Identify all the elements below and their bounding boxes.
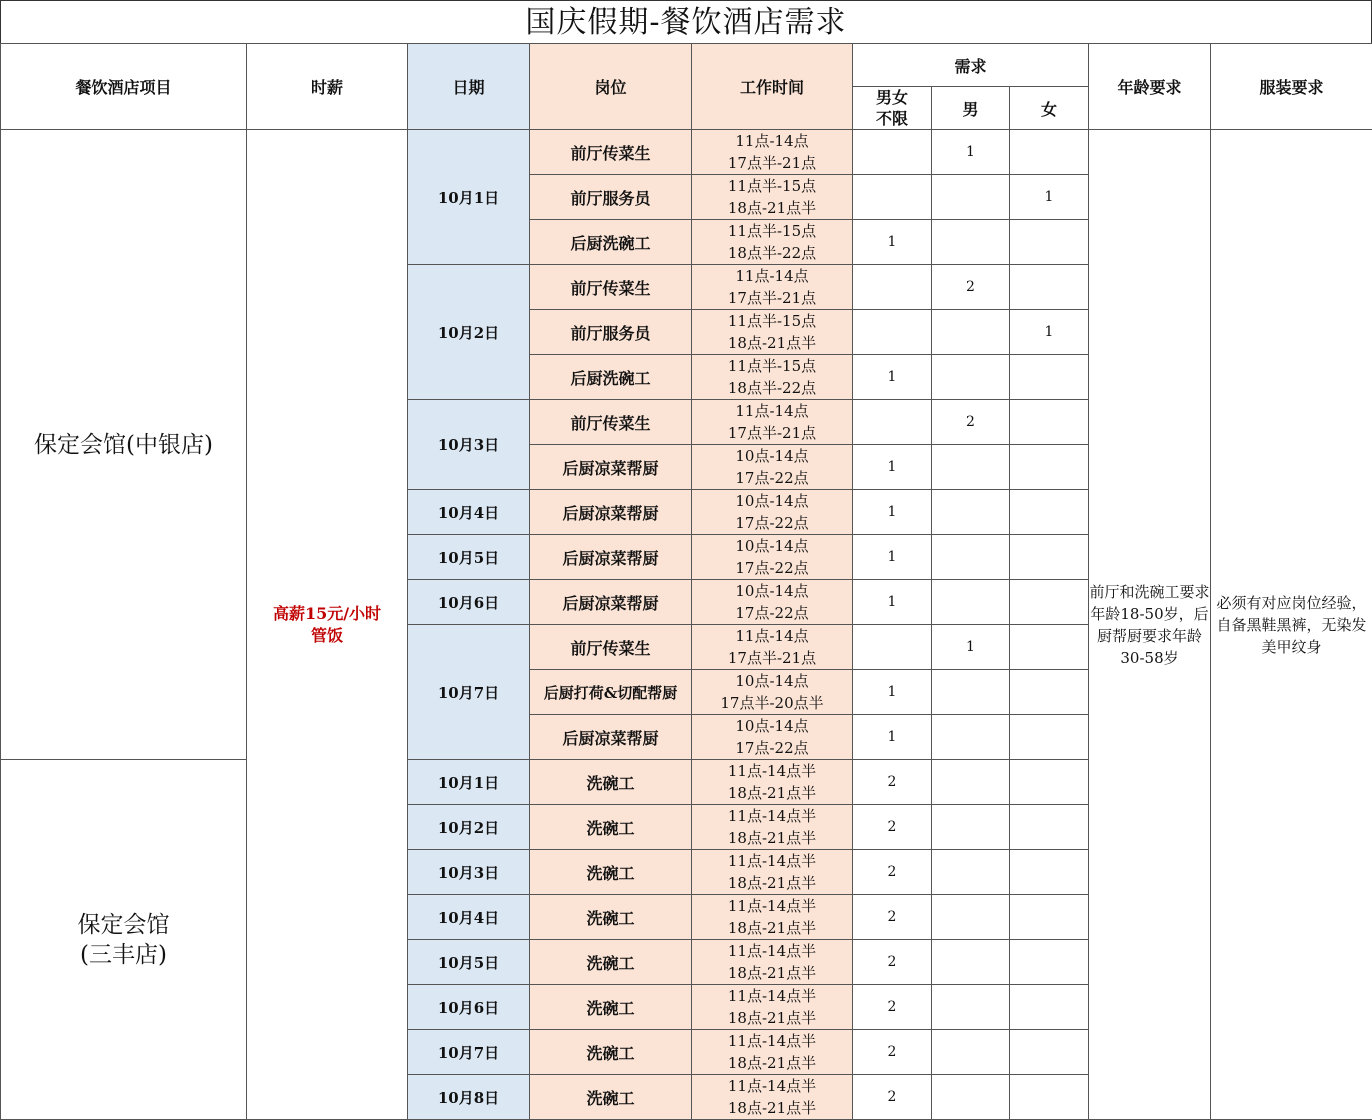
demand-male-count: [932, 715, 1010, 760]
work-time-cell: [692, 175, 853, 220]
date-cell: 10月3日: [408, 400, 530, 490]
demand-any-count: 1: [853, 445, 932, 490]
work-time-line: 11点-14点半: [692, 1075, 852, 1097]
demand-any-count: [853, 175, 932, 220]
date-cell: 10月8日: [408, 1075, 530, 1120]
demand-male-count: [932, 310, 1010, 355]
work-time-cell: [692, 580, 853, 625]
work-time-line: 17点-22点: [692, 602, 852, 624]
work-time-line: 11点-14点半: [692, 895, 852, 917]
demand-male-count: [932, 1075, 1010, 1120]
header-any-gender-line2: 不限: [853, 108, 931, 129]
demand-female-count: [1010, 850, 1089, 895]
demand-any-count: [853, 265, 932, 310]
demand-male-count: [932, 670, 1010, 715]
demand-male-count: [932, 940, 1010, 985]
work-time-line: 17点半-21点: [692, 647, 852, 669]
header-dress: 服装要求: [1211, 44, 1372, 130]
table-row: [1, 130, 1372, 175]
demand-female-count: [1010, 400, 1089, 445]
demand-any-count: 1: [853, 580, 932, 625]
position-cell: 后厨打荷&切配帮厨: [530, 670, 692, 715]
date-cell: 10月5日: [408, 535, 530, 580]
work-time-cell: [692, 130, 853, 175]
position-cell: 洗碗工: [530, 985, 692, 1030]
demand-male-count: [932, 850, 1010, 895]
position-cell: 洗碗工: [530, 805, 692, 850]
work-time-line: 18点-21点半: [692, 197, 852, 219]
position-cell: 后厨洗碗工: [530, 220, 692, 265]
demand-any-count: [853, 130, 932, 175]
work-time-line: 17点-22点: [692, 467, 852, 489]
work-time-line: 10点-14点: [692, 490, 852, 512]
demand-female-count: [1010, 895, 1089, 940]
demand-any-count: 1: [853, 715, 932, 760]
position-cell: 洗碗工: [530, 940, 692, 985]
store-name: 保定会馆(中银店): [1, 130, 247, 760]
work-time-line: 18点-21点半: [692, 782, 852, 804]
demand-female-count: [1010, 985, 1089, 1030]
demand-female-count: [1010, 1075, 1089, 1120]
demand-female-count: [1010, 940, 1089, 985]
work-time-line: 18点-21点半: [692, 1052, 852, 1074]
position-cell: 后厨凉菜帮厨: [530, 490, 692, 535]
demand-male-count: 2: [932, 265, 1010, 310]
work-time-line: 10点-14点: [692, 535, 852, 557]
work-time-line: 18点-21点半: [692, 332, 852, 354]
date-cell: 10月4日: [408, 895, 530, 940]
work-time-line: 11点-14点半: [692, 1030, 852, 1052]
demand-female-count: [1010, 490, 1089, 535]
position-cell: 后厨凉菜帮厨: [530, 580, 692, 625]
demand-female-count: [1010, 535, 1089, 580]
work-time-cell: [692, 850, 853, 895]
demand-any-count: 2: [853, 850, 932, 895]
work-time-cell: [692, 670, 853, 715]
work-time-cell: [692, 760, 853, 805]
demand-any-count: 2: [853, 1030, 932, 1075]
position-cell: 洗碗工: [530, 850, 692, 895]
demand-any-count: 1: [853, 535, 932, 580]
demand-male-count: 2: [932, 400, 1010, 445]
demand-female-count: [1010, 265, 1089, 310]
work-time-line: 18点-21点半: [692, 1007, 852, 1029]
work-time-cell: [692, 265, 853, 310]
work-time-cell: [692, 805, 853, 850]
work-time-line: 10点-14点: [692, 445, 852, 467]
work-time-cell: [692, 895, 853, 940]
work-time-cell: [692, 625, 853, 670]
header-wage: 时薪: [247, 44, 408, 130]
demand-male-count: [932, 985, 1010, 1030]
hourly-wage: [247, 130, 408, 1120]
work-time-cell: [692, 985, 853, 1030]
date-cell: 10月1日: [408, 130, 530, 265]
demand-male-count: [932, 895, 1010, 940]
work-time-line: 11点-14点半: [692, 940, 852, 962]
demand-female-count: 1: [1010, 310, 1089, 355]
header-age: 年龄要求: [1089, 44, 1211, 130]
work-time-line: 17点-22点: [692, 737, 852, 759]
header-work-time: 工作时间: [692, 44, 853, 130]
work-time-line: 18点半-22点: [692, 242, 852, 264]
demand-male-count: [932, 805, 1010, 850]
work-time-cell: [692, 940, 853, 985]
demand-male-count: 1: [932, 625, 1010, 670]
position-cell: 后厨凉菜帮厨: [530, 535, 692, 580]
work-time-line: 11点半-15点: [692, 220, 852, 242]
demand-female-count: 1: [1010, 175, 1089, 220]
demand-female-count: [1010, 220, 1089, 265]
demand-any-count: 2: [853, 805, 932, 850]
demand-male-count: [932, 445, 1010, 490]
date-cell: 10月7日: [408, 625, 530, 760]
date-cell: 10月2日: [408, 265, 530, 400]
demand-female-count: [1010, 715, 1089, 760]
work-time-line: 18点半-22点: [692, 377, 852, 399]
demand-male-count: 1: [932, 130, 1010, 175]
demand-any-count: 2: [853, 760, 932, 805]
position-cell: 前厅传菜生: [530, 130, 692, 175]
work-time-line: 18点-21点半: [692, 962, 852, 984]
position-cell: 前厅传菜生: [530, 400, 692, 445]
work-time-cell: [692, 445, 853, 490]
work-time-line: 10点-14点: [692, 670, 852, 692]
demand-male-count: [932, 175, 1010, 220]
position-cell: 前厅传菜生: [530, 625, 692, 670]
work-time-line: 17点半-21点: [692, 152, 852, 174]
demand-male-count: [932, 535, 1010, 580]
demand-male-count: [932, 220, 1010, 265]
work-time-cell: [692, 715, 853, 760]
dress-requirement: 必须有对应岗位经验，自备黑鞋黑裤，无染发美甲纹身: [1211, 130, 1372, 1120]
work-time-line: 18点-21点半: [692, 827, 852, 849]
work-time-line: 11点半-15点: [692, 175, 852, 197]
demand-any-count: 2: [853, 1075, 932, 1120]
work-time-line: 17点半-20点半: [692, 692, 852, 714]
work-time-line: 10点-14点: [692, 580, 852, 602]
header-demand: 需求: [853, 44, 1089, 87]
work-time-line: 17点-22点: [692, 557, 852, 579]
header-position: 岗位: [530, 44, 692, 130]
work-time-line: 11点-14点半: [692, 805, 852, 827]
position-cell: 前厅服务员: [530, 175, 692, 220]
age-requirement: 前厅和洗碗工要求年龄18-50岁，后厨帮厨要求年龄30-58岁: [1089, 130, 1211, 1120]
work-time-line: 11点-14点: [692, 625, 852, 647]
demand-any-count: 1: [853, 220, 932, 265]
work-time-line: 11点-14点半: [692, 850, 852, 872]
demand-female-count: [1010, 445, 1089, 490]
date-cell: 10月6日: [408, 985, 530, 1030]
position-cell: 后厨洗碗工: [530, 355, 692, 400]
demand-male-count: [932, 760, 1010, 805]
demand-male-count: [932, 580, 1010, 625]
demand-female-count: [1010, 760, 1089, 805]
header-any-gender: [853, 87, 932, 130]
date-cell: 10月6日: [408, 580, 530, 625]
demand-any-count: 1: [853, 670, 932, 715]
work-time-line: 11点-14点: [692, 265, 852, 287]
page-title: 国庆假期-餐饮酒店需求: [0, 0, 1372, 44]
position-cell: 前厅传菜生: [530, 265, 692, 310]
work-time-cell: [692, 1075, 853, 1120]
demand-any-count: 1: [853, 490, 932, 535]
demand-any-count: [853, 625, 932, 670]
demand-any-count: [853, 400, 932, 445]
work-time-line: 10点-14点: [692, 715, 852, 737]
date-cell: 10月7日: [408, 1030, 530, 1075]
header-any-gender-line1: 男女: [853, 87, 931, 108]
demand-female-count: [1010, 355, 1089, 400]
work-time-cell: [692, 355, 853, 400]
work-time-line: 17点半-21点: [692, 287, 852, 309]
work-time-line: 11点-14点半: [692, 985, 852, 1007]
position-cell: 洗碗工: [530, 1075, 692, 1120]
demand-male-count: [932, 355, 1010, 400]
header-male: 男: [932, 87, 1010, 130]
work-time-line: 18点-21点半: [692, 872, 852, 894]
wage-line: 管饭: [247, 625, 407, 647]
position-cell: 后厨凉菜帮厨: [530, 445, 692, 490]
demand-female-count: [1010, 1030, 1089, 1075]
store-name: 保定会馆 (三丰店): [1, 760, 247, 1120]
demand-female-count: [1010, 625, 1089, 670]
work-time-cell: [692, 535, 853, 580]
position-cell: 后厨凉菜帮厨: [530, 715, 692, 760]
work-time-line: 18点-21点半: [692, 1097, 852, 1119]
demand-any-count: 2: [853, 985, 932, 1030]
date-cell: 10月2日: [408, 805, 530, 850]
date-cell: 10月1日: [408, 760, 530, 805]
work-time-cell: [692, 220, 853, 265]
position-cell: 洗碗工: [530, 760, 692, 805]
work-time-cell: [692, 1030, 853, 1075]
demand-any-count: 2: [853, 895, 932, 940]
work-time-cell: [692, 400, 853, 445]
header-female: 女: [1010, 87, 1089, 130]
work-time-line: 11点-14点: [692, 130, 852, 152]
position-cell: 前厅服务员: [530, 310, 692, 355]
work-time-cell: [692, 490, 853, 535]
work-time-line: 17点-22点: [692, 512, 852, 534]
date-cell: 10月5日: [408, 940, 530, 985]
demand-female-count: [1010, 670, 1089, 715]
position-cell: 洗碗工: [530, 1030, 692, 1075]
work-time-line: 18点-21点半: [692, 917, 852, 939]
demand-female-count: [1010, 805, 1089, 850]
work-time-line: 11点半-15点: [692, 355, 852, 377]
demand-male-count: [932, 1030, 1010, 1075]
demand-any-count: 1: [853, 355, 932, 400]
header-date: 日期: [408, 44, 530, 130]
demand-female-count: [1010, 130, 1089, 175]
wage-line: 高薪15元/小时: [247, 603, 407, 625]
work-time-cell: [692, 310, 853, 355]
position-cell: 洗碗工: [530, 895, 692, 940]
demand-any-count: [853, 310, 932, 355]
demand-female-count: [1010, 580, 1089, 625]
demand-table: [0, 43, 1372, 1120]
demand-male-count: [932, 490, 1010, 535]
work-time-line: 11点半-15点: [692, 310, 852, 332]
header-project: 餐饮酒店项目: [1, 44, 247, 130]
work-time-line: 11点-14点: [692, 400, 852, 422]
date-cell: 10月3日: [408, 850, 530, 895]
demand-any-count: 2: [853, 940, 932, 985]
work-time-line: 11点-14点半: [692, 760, 852, 782]
work-time-line: 17点半-21点: [692, 422, 852, 444]
date-cell: 10月4日: [408, 490, 530, 535]
